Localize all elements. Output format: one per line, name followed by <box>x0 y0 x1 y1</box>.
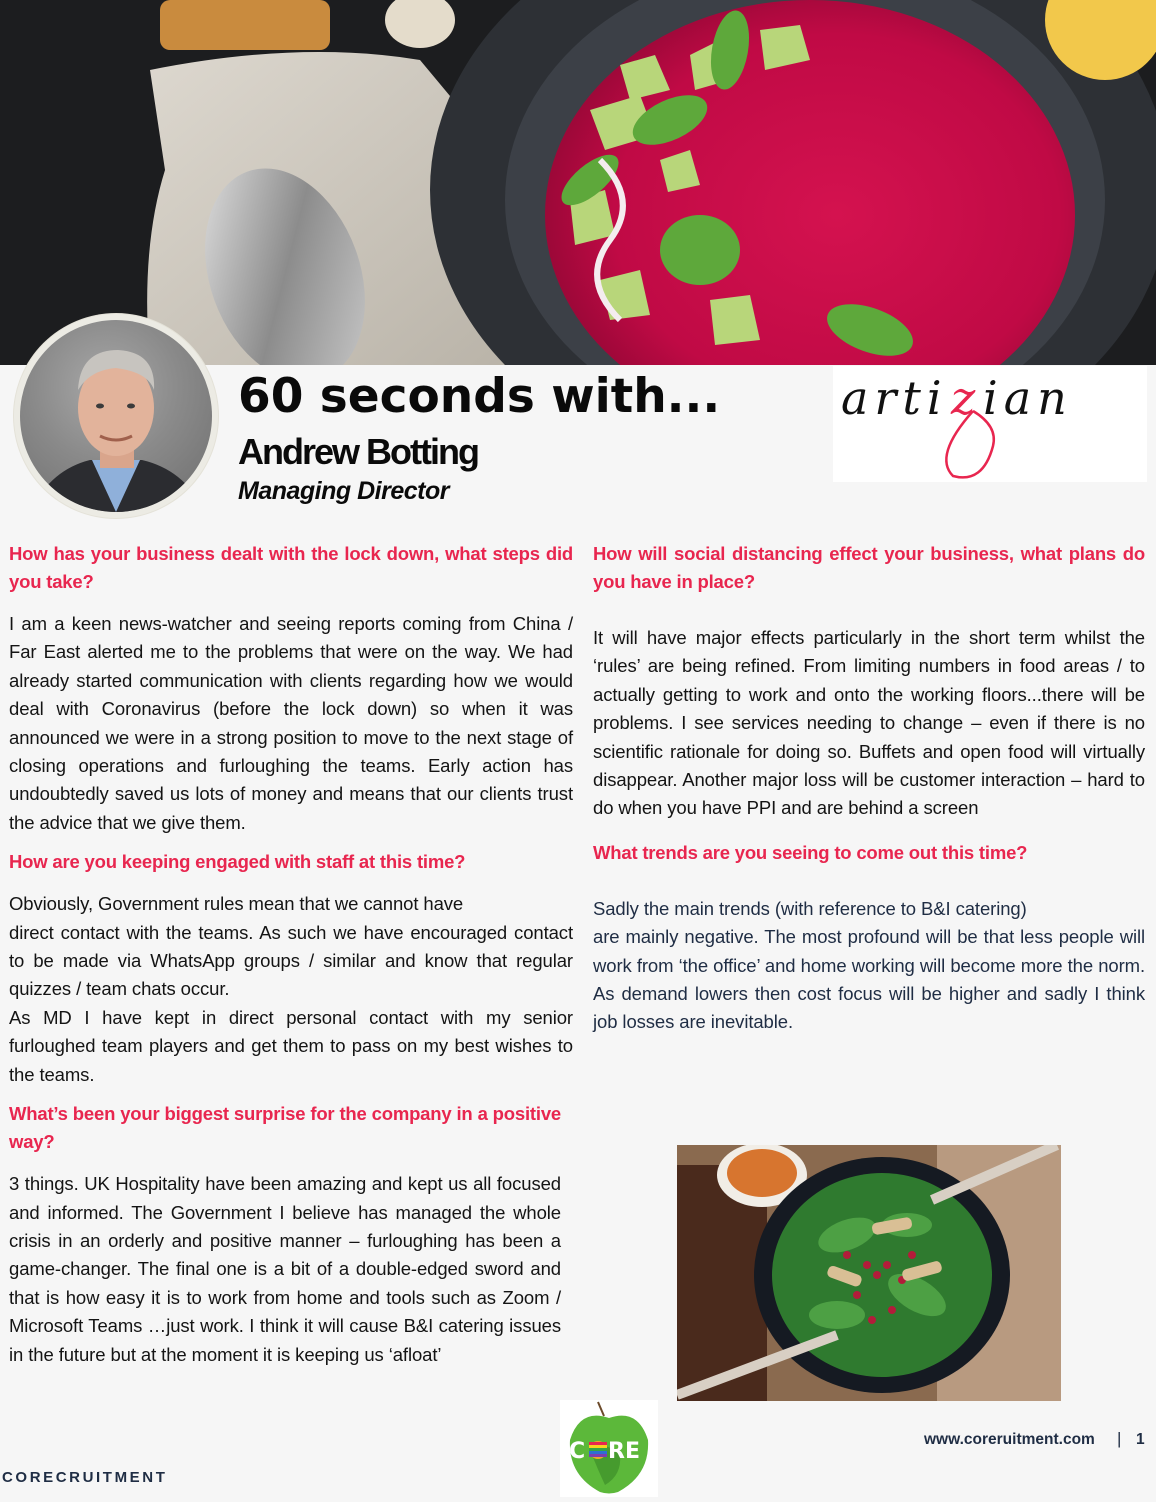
answer-paragraph: 3 things. UK Hospitality have been amazing and kept us all focused and informed. The Government I believe has managed the whole crisis in an orderly and positive manner – furloughing has been a game-changer. The final one is a bit of a double-edged sword and that is how easy it is to work from home and tools such as Zoom / Microsoft Teams …just work. I think it will cause B&I catering issues in the future but at the moment it is keeping us ‘afloat’ <box>9 1173 561 1365</box>
answer-paragraph: Sadly the main trends (with reference to B&I catering) <box>593 897 1027 919</box>
left-column <box>9 540 573 1369</box>
answer-text <box>9 610 573 837</box>
answer-paragraph: It will have major effects particularly in the short term whilst the ‘rules’ are being refined. From limiting numbers in food areas / to actually getting to work and onto the working floors...there will be problems. I see services needing to change – even if there is no scientific rationale for doing so. Buffets and open food will virtually disappear. Another major loss will be customer interaction – hard to do when you have PPI and are behind a screen <box>593 627 1145 819</box>
svg-text:z: z <box>951 371 976 425</box>
interviewee-name: Andrew Botting <box>238 431 478 472</box>
footer-separator: | <box>1117 1429 1122 1448</box>
portrait-photo <box>20 320 212 512</box>
svg-text:ian: ian <box>983 371 1073 425</box>
svg-text:C: C <box>569 1439 586 1464</box>
artizian-logo <box>833 366 1147 482</box>
answer-paragraph: As MD I have kept in direct personal contact with my senior furloughed team players and get them to pass on my best wishes to the teams. <box>9 1006 573 1085</box>
interviewee-role: Managing Director <box>238 477 449 505</box>
svg-text:RE: RE <box>608 1439 640 1464</box>
question-heading: What trends are you seeing to come out this time? <box>593 841 1028 863</box>
question-heading: How will social distancing effect your business, what plans do you have in place? <box>593 543 1145 592</box>
right-column <box>593 540 1145 1037</box>
answer-paragraph: direct contact with the teams. As such we have encouraged contact to be made via WhatsApp groups / similar and know that regular quizzes / team chats occur. <box>9 921 573 1000</box>
page-title: 60 seconds with... <box>238 369 721 424</box>
artizian-wordmark-icon <box>833 366 1147 482</box>
question-heading: How has your business dealt with the lock down, what steps did you take? <box>9 543 573 592</box>
salad-photo <box>677 1145 1061 1401</box>
answer-text <box>9 890 573 1089</box>
core-logo <box>560 1400 658 1497</box>
website-link[interactable]: www.coreruitment.com <box>924 1431 1095 1448</box>
question-heading: What’s been your biggest surprise for the company in a positive way? <box>9 1103 561 1153</box>
answer-text <box>593 624 1145 823</box>
answer-text <box>593 895 1145 1037</box>
answer-paragraph: are mainly negative. The most profound will be that less people will work from ‘the office’ and home working will become more the norm. As demand lowers then cost focus will be higher and sadly I think job losses are inevitable. <box>593 926 1145 1033</box>
page-number: 1 <box>1136 1431 1145 1448</box>
person-illustration <box>20 320 212 512</box>
title-block <box>238 368 720 508</box>
question-heading: How are you keeping engaged with staff at this time? <box>9 851 466 873</box>
salad-bowl-illustration <box>677 1145 1061 1401</box>
answer-paragraph: Obviously, Government rules mean that we cannot have <box>9 893 464 915</box>
answer-paragraph: I am a keen news-watcher and seeing reports coming from China / Far East alerted me to the problems that were on the way. We had already started communication with clients regarding how we would deal with Coronavirus (before the lock down) so when it was announced we were in a strong position to move to the next stage of closing operations and furloughing the teams. Early action has undoubtedly saved us lots of money and means that our clients trust the advice that we give them. <box>9 613 573 833</box>
apple-logo-icon <box>560 1400 658 1497</box>
soup-bowl-illustration <box>0 0 1156 365</box>
svg-text:arti: arti <box>841 371 948 425</box>
answer-text <box>9 1170 561 1369</box>
hero-photo <box>0 0 1156 365</box>
avatar <box>14 314 218 518</box>
footer-brand: CORECRUITMENT <box>2 1469 168 1486</box>
